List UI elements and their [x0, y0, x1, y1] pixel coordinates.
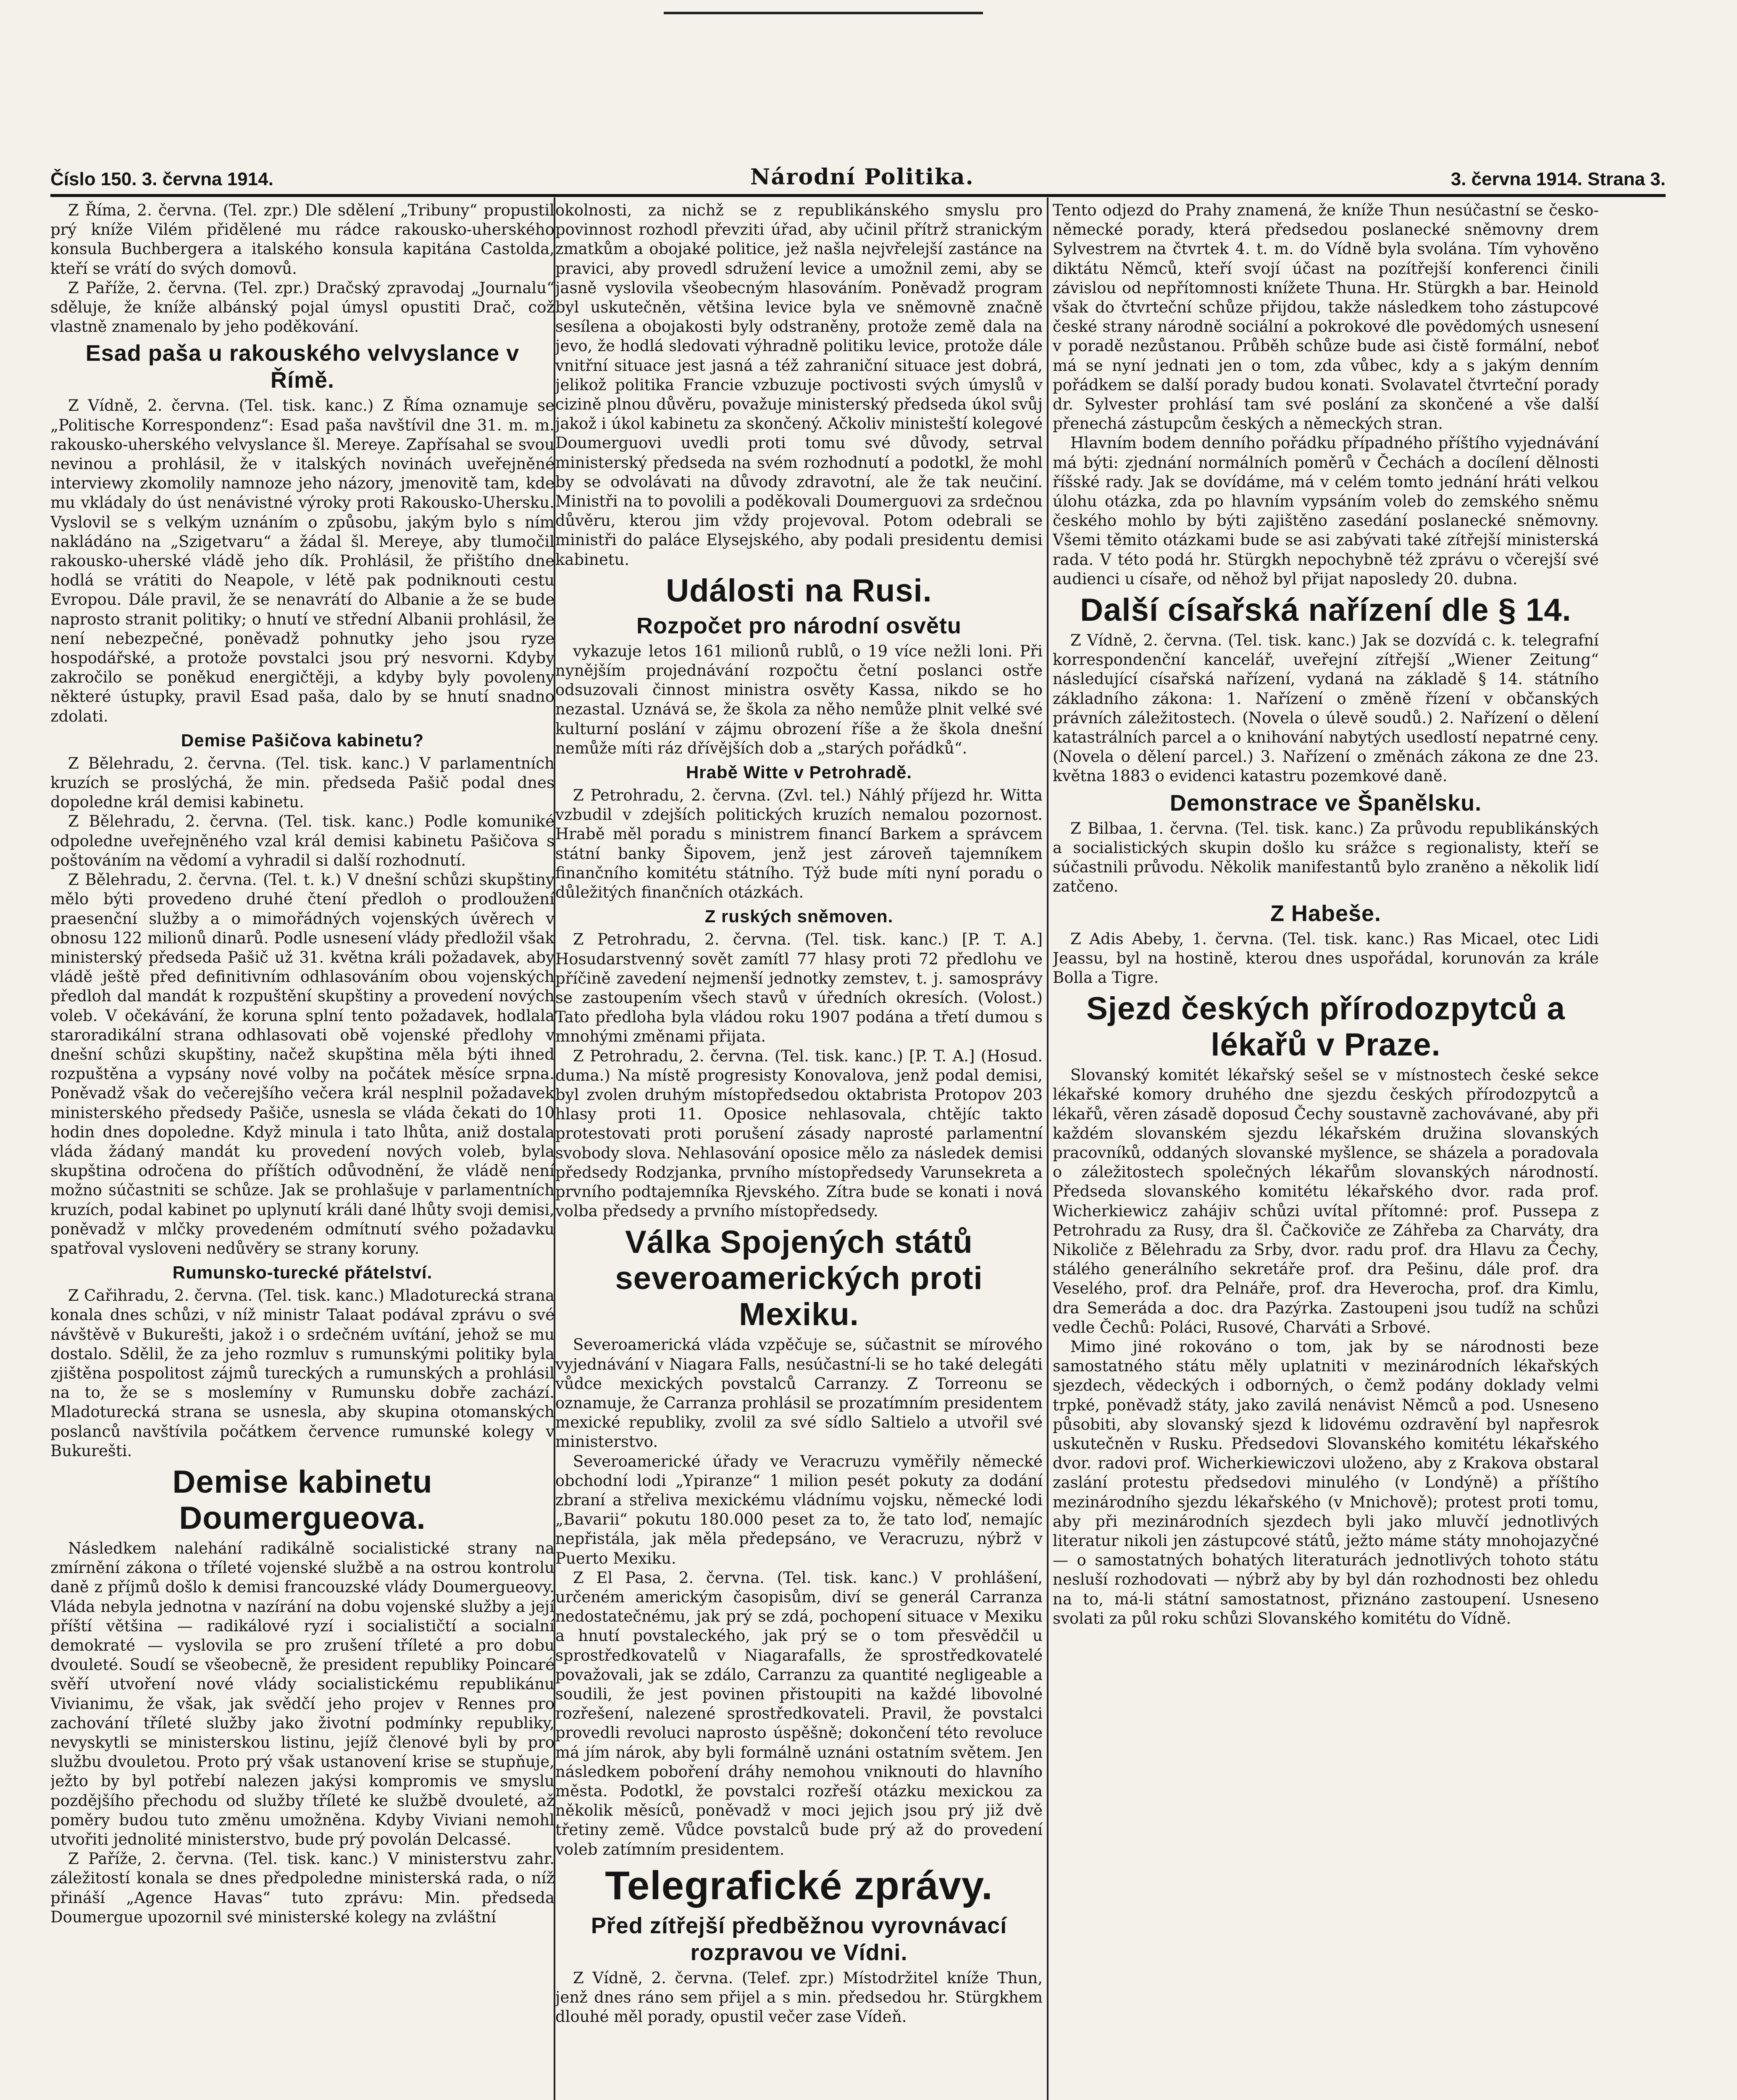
article-paragraph: vykazuje letos 161 milionů rublů, o 19 více nežli loni. Při nynějším projednávání rozpočtu četní poslanci ostře odsuzovali činnost ministra osvěty Kassa, nikdo se ho nezastal. Uznává se, že škola za něho nemůže plnit velké své kulturní poslání v zájmu obrození říše a že škola dnešní nemůže míti ráz dřívějších dob a „starých pořádků“.: [555, 642, 1043, 757]
article-paragraph: Z El Pasa, 2. června. (Tel. tisk. kanc.) V prohlášení, určeném americkým časopisům, diví se generál Carranza nedostatečnému, jak prý se zdá, pochopení situace v Mexiku a hnutí povstaleckého, jak prý se o tom přesvědčil u sprostředkovatelů v Niagarafalls, že sprostředkovatelé považovali, jak se zdálo, Carranzu za quantité negligeable a soudili, že jest povinen přistoupiti na každé libovolné rozřešení, nalezené sprostředkovateli. Pravil, že povstalci provedli revoluci naprosto úspěšně; dokončení této revoluce má jím nárok, aby byli formálně uznáni ostatním světem. Jen následkem poboření dráhy nemohou vniknouti do hlavního města. Podotkl, že povstalci rozřeší otázku mexickou za několik měsíců, poněvadž v moci jejich jsou prý již dvě třetiny země. Vůdce povstalců bude prý až do provedení voleb zatímním presidentem.: [555, 1568, 1043, 1858]
column-3: [1053, 201, 1599, 2100]
header-rule: [50, 194, 1666, 197]
article-paragraph: Z Říma, 2. června. (Tel. zpr.) Dle sdělení „Tribuny“ propustil prý kníže Vilém přidělené mu rádce rakousko-uherského konsula Buchbergera a italského konsula kapitána Castolda, kteří se vrátí do svých domovů.: [50, 201, 554, 278]
headline: Esad paša u rakouského velvyslance v Římě.: [85, 341, 520, 393]
headline: Před zítřejší předběžnou vyrovnávací rozpravou ve Vídni.: [591, 1913, 1007, 1965]
headline: Z Habeše.: [1270, 900, 1382, 926]
article-paragraph: Následkem nalehání radikálně socialistické strany na zmírnění zákona o tříleté vojenské službě a na ostrou kontrolu daně z příjmů došlo k demisi francouzské vlády Doumergueovy. Vláda nebyla jednotna v nazírání na dobu vojenské služby a její příští většina — radikálové ryzí i socialističtí a socialní demokraté — vyslovila se pro zrušení tříleté a pro dobu dvouleté. Soudí se všeobecně, že president republiky Poincaré svěří utvoření nové vlády socialistickému republikánu Vivianimu, že však, jak svědčí jeho projev v Rennes pro zachování tříleté služby jako životní podmínky republiky, nevyskytli se ministerskou listinu, jejíž členové byli by pro službu dvouletou. Proto prý však ustanovení krise se stupňuje, ježto by byl potřebí nalezen jakýsi kompromis ve smyslu pozdějšího přechodu od služby tříleté ke službě dvouleté, až poměry budou tuto změnu umožněna. Kdyby Viviani nemohl utvořiti jednolité ministerstvo, bude prý povolán Delcassé.: [50, 1539, 554, 1849]
article-paragraph: Z Vídně, 2. června. (Tel. tisk. kanc.) Z Říma oznamuje se „Politische Korrespondenz“: Esad paša navštívil dne 31. m. m. rakousko-uherského velvyslance šl. Mereye. Zapřísahal se svou nevinou a prohlásil, že v italských novinách uveřejněné interviewy zkomolily namnoze jeho názory, jmenovitě tam, kde mu vkládaly do úst nenávistné výroky proti Rakousko-Uhersku. Vyslovil se s velkým uznáním o způsobu, jakým bylo s ním nakládáno na „Szigetvaru“ a žádal šl. Mereye, aby tlumočil rakousko-uherské vládě jeho dík. Prohlásil, že přištího dne hodlá se vrátiti do Neapole, v létě pak podniknouti cestu Evropou. Dále pravil, že se nenavrátí do Albanie a že se bude naprosto stranit politiky; o hnutí ve střední Albanii prohlásil, že není nebezpečné, poněvadž pohnutky jeho jsou ryze hospodářské, a protože povstalci jsou prý nesvorni. Kdyby zakročilo se poněkud energičtěji, a kdyby byly povoleny některé ústupky, pravil Esad paša, dalo by se hnutí snadno zdolati.: [50, 396, 554, 725]
article-paragraph: Z Adis Abeby, 1. června. (Tel. tisk. kanc.) Ras Micael, otec Lidi Jeassu, byl na hostině, kterou dnes uspořádal, korunován za krále Bolla a Tigre.: [1053, 929, 1599, 987]
article-paragraph: Z Cařihradu, 2. června. (Tel. tisk. kanc.) Mladoturecká strana konala dnes schůzi, v níž ministr Talaat podával zprávu o své návštěvě v Bukurešti, jakož i o srdečném uvítání, jehož se mu dostalo. Sdělil, že za jeho rozmluv s rumunskými politiky byla zjištěna pospolitost zájmů tureckých a rumunských a prohlásil na to, že se s moslemíny v Rumunsku dobře zachází. Mladoturecká strana se usnesla, aby skupina otomanských poslanců navštívila počátkem července rumunské kolegy v Bukurešti.: [50, 1286, 554, 1460]
top-mark: [664, 12, 983, 14]
newspaper-title: Národní Politika.: [750, 164, 974, 190]
article-paragraph: Z Paříže, 2. června. (Tel. tisk. kanc.) V ministerstvu zahr. záležitostí konala se dnes předpoledne ministerská rada, o níž přináší „Agence Havas“ tuto zprávu: Min. předseda Doumergue upozornil své ministerské kolegy na zvláštní: [50, 1850, 554, 1926]
headline: Další císařská nařízení dle § 14.: [1080, 592, 1571, 628]
column-1: [50, 201, 554, 2100]
article-paragraph: Z Bilbaa, 1. června. (Tel. tisk. kanc.) Za průvodu republikánských a socialistických skupin došlo ku srážce s regionalisty, kteří se súčastnili průvodu. Několik manifestantů bylo zraněno a několik lidí zatčeno.: [1053, 819, 1599, 896]
column-divider: [1047, 197, 1049, 2100]
article-paragraph: Slovanský komitét lékařský sešel se v místnostech české sekce lékařské komory druhého dne sjezdu českých přírodozpytců a lékařů, věren zásadě doposud Čechy soustavně zachovávané, aby při každém slovanském sjezdu lékařském družina slovanských pracovníků, oddaných slovanské myšlence, se sházela a poradovala o záležitostech společných lékařům slovanských národností. Předseda slovanského komitétu lékařského dvor. rada prof. Wicherkiewicz zahájiv schůzi uvítal přítomné: prof. Pussepa z Petrohradu za Rusy, dra šl. Čačkoviče ze Záhřeba za Charváty, dra Nikoliče z Bělehradu za Srby, dvor. radu prof. dra Hlavu za Čechy, stálého generálního sekretáře prof. dra Pešinu, dále prof. dra Veselého, prof. dra Pelnáře, prof. dra Heverocha, prof. dra Kimlu, dra Semeráda a doc. dra Pazýrka. Zastoupeni jsou tudíž na schůzi vedle Čechů: Poláci, Rusové, Charváti a Srbové.: [1053, 1066, 1599, 1336]
headline: Demonstrace ve Španělsku.: [1169, 790, 1482, 816]
headline: Sjezd českých přírodozpytců a lékařů v Praze.: [1086, 991, 1565, 1063]
issue-date: Číslo 150. 3. června 1914.: [50, 169, 273, 189]
headline: Demise kabinetu Doumergueova.: [172, 1464, 433, 1536]
headline: Rumunsko-turecké přátelství.: [172, 1263, 433, 1283]
section-headline: Telegrafické zprávy.: [605, 1863, 993, 1908]
article-paragraph: Z Petrohradu, 2. června. (Tel. tisk. kanc.) [P. T. A.] (Hosud. duma.) Na místě progresisty Konovalova, jenž podal demisi, byl zvolen druhým místopředsedou oktabrista Protopov 203 hlasy proti 11. Oposice nehlasovala, chtějíc takto protestovati proti porušení zásady naprosté parlamentní svobody slova. Nehlasování oposice mělo za následek demisi předsedy Rodzjanka, prvního místopředsedy Varunsekreta a prvního podtajemníka Rjevského. Zítra bude se konati i nová volba předsedy a prvního místopředsedy.: [555, 1047, 1043, 1221]
article-paragraph: Z Petrohradu, 2. června. (Zvl. tel.) Náhlý příjezd hr. Witta vzbudil v zdejších politických kruzích nemalou pozornost. Hrabě měl poradu s ministrem financí Barkem a správcem státní banky Šipovem, jenž jest zároveň tajemníkem finančního komitétu státního. Týž bude míti nyní poradu o důležitých finančních otázkách.: [555, 786, 1043, 902]
headline: Rozpočet pro národní osvětu: [636, 613, 962, 638]
headline: Z ruských sněmoven.: [704, 906, 893, 927]
page-number: 3. června 1914. Strana 3.: [1451, 169, 1666, 189]
column-2: [555, 201, 1043, 2100]
article-paragraph: Z Vídně, 2. června. (Tel. tisk. kanc.) Jak se dozvídá c. k. telegrafní korrespondenční kancelář, uveřejní zítřejší „Wiener Zeitung“ následující císařská nařízení, vydaná na základě § 14. státního základního zákona: 1. Nařízení o změně řízení v občanských právních záležitostech. (Novela o úlevě soudů.) 2. Nařízení o dělení katastrálních parcel a o knihování nabytých usedlostí nepatrné ceny. (Novela o dělení parcel.) 3. Nařízení o změnách zákona ze dne 23. května 1883 o evidenci katastru pozemkové daně.: [1053, 631, 1599, 785]
headline: Události na Rusi.: [666, 572, 932, 609]
article-paragraph: okolnosti, za nichž se z republikánského smyslu pro povinnost rozhodl převziti úřad, aby učinil přítrž stranickým zmatkům a obojaké politice, jež našla nejvřelejší zastánce na pravici, aby provedl sdružení levice a umožnil zemi, aby se jasně vyslovila všeobecným hlasováním. Poněvadž program byl uskutečněn, většina levice byla ve sněmovně značně sesílena a obojakosti byly odstraněny, protože země dala na jevo, že hodlá sledovati výhradně politiku levice, protože dále vnitřní situace jest jasná a též zahraniční situace jest dobrá, jelikož politika Francie vzbuzuje poctivosti svých úmyslů v cizině plnou důvěru, považuje ministerský předseda úkol svůj jakož i úkol kabinetu za skončený. Ačkoliv ministeští kolegové Doumerguovi uvedli proti tomu své důvody, setrval ministerský předseda na svém rozhodnutí a podotkl, že mohl by se odvolávati na důvody zdravotní, ale že tak neučiní. Ministři na to povolili a poděkovali Doumerguovi za srdečnou důvěru, kterou jim vždy projevoval. Potom odebrali se ministři do paláce Elysejského, aby podali presidentu demisi kabinetu.: [555, 201, 1043, 569]
headline: Demise Pašičova kabinetu?: [181, 730, 424, 750]
article-paragraph: Z Vídně, 2. června. (Telef. zpr.) Místodržitel kníže Thun, jenž dnes ráno sem přijel a s min. předsedou hr. Stürgkhem dlouhé měl porady, opustil večer zase Vídeň.: [555, 1969, 1043, 2026]
article-paragraph: Tento odjezd do Prahy znamená, že kníže Thun nesúčastní se česko-německé porady, která předsedou poslanecké sněmovny drem Sylvestrem na čtvrtek 4. t. m. do Vídně byla svolána. Tím vyhověno diktátu Němců, kteří svojí účast na pozítřejší konferenci činili závislou od nepřítomnosti knížete Thuna. Hr. Stürgkh a bar. Heinold však do čtvrteční schůze přijdou, takže následkem toho zástupcové české strany národně sociální a pokrokové dle povědomých usnesení v poradě nezůstanou. Průběh schůze bude asi čistě formální, neboť má se nyní jednati jen o tom, zda vůbec, kdy a s jakým denním pořádkem se další porady budou konati. Svolavatel čtvrteční porady dr. Sylvester prohlásí tam své poslání za skončené a vše další přenechá zástupcům českých a německých stran.: [1053, 201, 1599, 433]
headline: Válka Spojených států severoamerických proti Mexiku.: [615, 1224, 983, 1333]
article-paragraph: Hlavním bodem denního pořádku případného příštího vyjednávání má býti: zjednání normálních poměrů v Čechách a docílení dělnosti říšské rady. Jak se dovídáme, má v celém tomto jednání hráti velkou úlohu otázka, zda po hlavním vypsáním voleb do zemského sněmu českého mohlo by býti zajištěno zasedání poslanecké sněmovny. Všemi těmito otázkami bude se asi zabývati také zítřejší ministerská rada. V této podá hr. Stürgkh nepochybně též zprávu o včerejší své audienci u císaře, od něhož byl přijat naposledy 20. dubna.: [1053, 434, 1599, 588]
article-paragraph: Z Paříže, 2. června. (Tel. zpr.) Dračský zpravodaj „Journalu“ sděluje, že kníže albánský pojal úmysl opustiti Drač, což vlastně znamenalo by jeho poděkování.: [50, 278, 554, 336]
article-paragraph: Z Petrohradu, 2. června. (Tel. tisk. kanc.) [P. T. A.] Hosudarstvenný sovět zamítl 77 hlasy proti 72 předlohu ve příčině zavedení nejmenší jednotky zemstev, t. j. samosprávy se zastoupením všech stavů v úředních okresích. (Volost.) Tato předloha byla vládou roku 1907 podána a třetí dumou s mnohými změnami přijata.: [555, 930, 1043, 1046]
article-paragraph: Z Bělehradu, 2. června. (Tel. tisk. kanc.) Podle komuniké odpoledne uveřejněného vzal král demisi kabinetu Pašičova s poštováním na vědomí a vyhradil si další rozhodnutí.: [50, 812, 554, 869]
article-paragraph: Severoamerická vláda vzpěčuje se, súčastnit se mírového vyjednávání v Niagara Falls, nesúčastní-li se ho také delegáti vůdce mexických povstalců Carranzy. Z Torreonu se oznamuje, že Carranza prohlásil se prozatímním presidentem mexické republiky, zvolil za své sídlo Saltielo a utvořil své ministerstvo.: [555, 1336, 1043, 1451]
article-paragraph: Severoamerické úřady ve Veracruzu vyměřily německé obchodní lodi „Ypiranze“ 1 milion pesét pokuty za dodání zbraní a střeliva mexickému vládnímu vojsku, německé lodi „Bavarii“ pokutu 180.000 peset za to, že tato loď, nemajíc nepřistála, jak měla předepsáno, ve Veracruzu, nýbrž v Puerto Mexiku.: [555, 1452, 1043, 1567]
article-paragraph: Z Bělehradu, 2. června. (Tel. tisk. kanc.) V parlamentních kruzích se proslýchá, že min. předseda Pašič podal dnes dopoledne král demisi kabinetu.: [50, 754, 554, 811]
page-header: [50, 160, 1666, 190]
article-paragraph: Z Bělehradu, 2. června. (Tel. t. k.) V dnešní schůzi skupštiny mělo býti provedeno druhé čtení předloh o prodloužení praesenční služby a o mimořádných vojenských úvěrech v obnosu 122 milionů dinarů. Podle usnesení vlády předložil však ministerský předseda Pašič už 31. května králi požadavek, aby vládě ještě před definitivním odhlasováním obou vojenských předloh dal mandát k rozpuštění skupštiny a provedení nových voleb. V očekávání, že koruna splní tento požadavek, hodlala staroradikální strana odhlasovati obě vojenské předlohy v dnešní schůzi skupštiny, načež skupština měla býti ihned rozpuštěna a vypsány nové volby na počátek měsíce srpna. Poněvadž však do večerejšího večera král nesplnil požadavek ministerského předsedy Pašiče, usnesla se vláda čekati do 10 hodin dnes dopoledne. Když minula i tato lhůta, aniž dostala vláda žádaný mandát ku provedení nových voleb, byla skupština odročena do příštích odůvodnění, že vládě není možno súčastniti se schůze. Jak se prohlašuje v parlamentních kruzích, podal kabinet po uplynutí králi dané lhůty svoji demisi, poněvadž v mlčky provedeném odmítnutí svého požadavku spatřoval vysloveni nedůvěry se strany koruny.: [50, 871, 554, 1257]
headline: Hrabě Witte v Petrohradě.: [686, 762, 912, 782]
article-paragraph: Mimo jiné rokováno o tom, jak by se národnosti beze samostatného státu měly uplatniti v mezinárodních lékařských sjezdech, vědeckých i odborných, o čemž podány doklady velmi trpké, poněvadž státy, jako zavilá nenávist Němců a pod. Usneseno působiti, aby slovanský sjezd k lidovému ozdravění byl napřesrok uskutečněn v Rusku. Předsedovi Slovanského komitétu lékařského dvor. radovi prof. Wicherkiewiczovi uloženo, aby z Krakova obstaral zaslání protestu předsedovi minulého (v Londýně) a příštího mezinárodního sjezdu lékařského (v Mnichově); protest proti tomu, aby při mezinárodních sjezdech byli jako mluvčí jednotlivých literatur nikoli jen zástupcové států, ježto máme státy mnohojazyčné — o samostatných bohatých literaturách jednotlivých tohoto státu nesluší rozhodovati — nýbrž aby by byl dán rozhodnosti bez ohledu na to, má-li státní samostatnost, přiznáno zastoupení. Usneseno svolati za půl roku schůzi Slovanského komitétu do Vídně.: [1053, 1337, 1599, 1628]
